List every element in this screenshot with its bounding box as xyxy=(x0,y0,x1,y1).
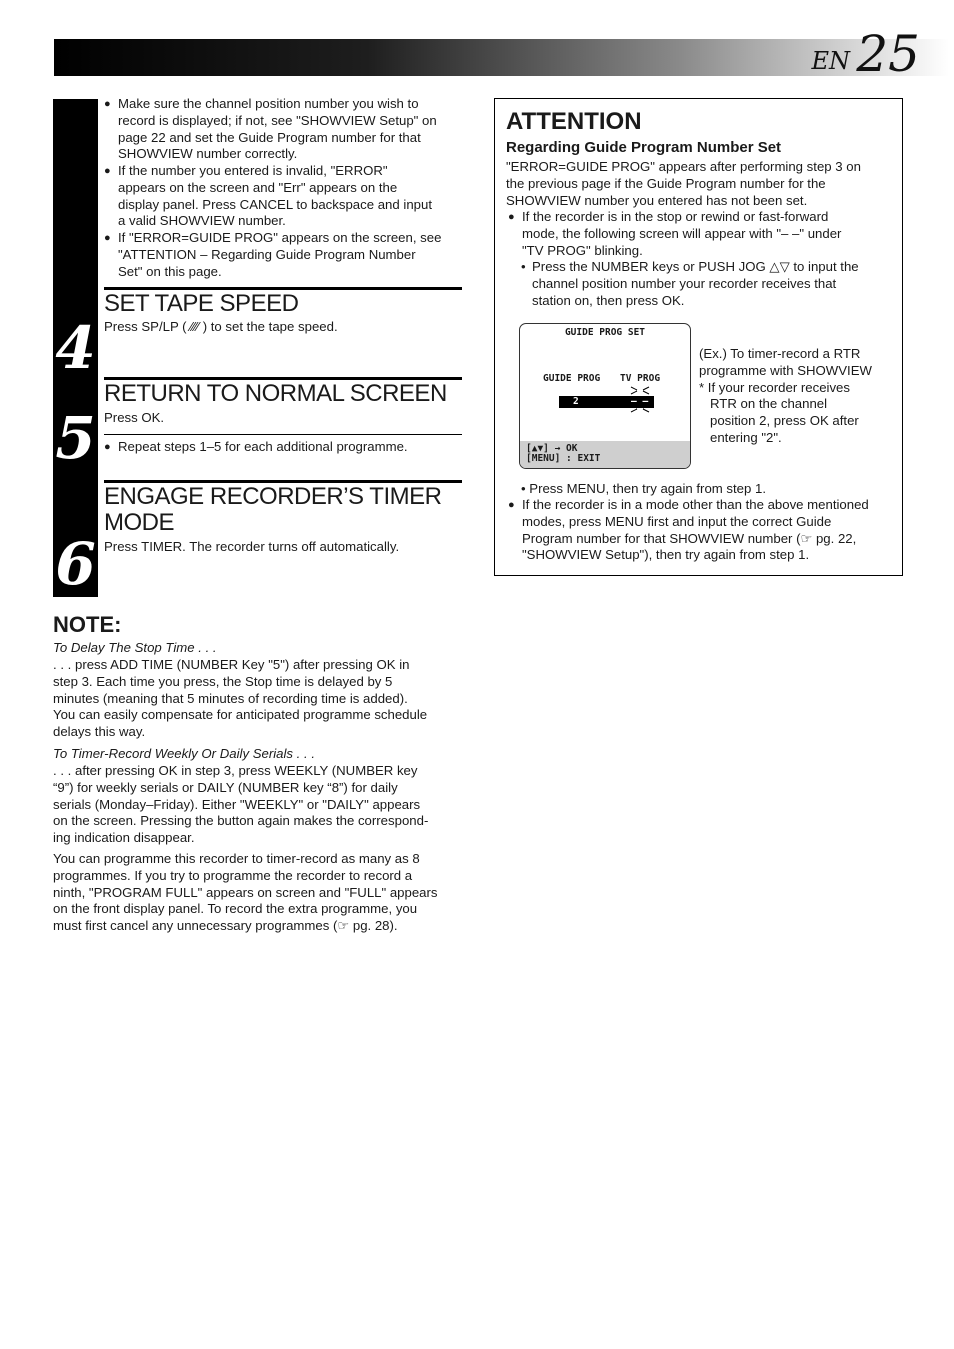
line: mode, the following screen will appear with "– –" under xyxy=(522,225,842,241)
bullet-dot: ● xyxy=(104,441,111,453)
attention-subbullet-2: • Press MENU, then try again from step 1. xyxy=(521,481,767,496)
line: Make sure the channel position number you wish to xyxy=(118,96,419,111)
tv-screen-illustration xyxy=(519,323,691,469)
line: "SHOWVIEW Setup"), then try again from step 1. xyxy=(522,547,810,563)
line: RTR on the channel xyxy=(710,396,828,412)
osd-footer xyxy=(520,441,690,468)
line: on the screen. Pressing the button again makes the correspond- xyxy=(53,813,429,829)
line: . . . after pressing OK in step 3, press WEEKLY (NUMBER key xyxy=(53,763,418,778)
bullet-dot: ● xyxy=(508,499,515,511)
line: If "ERROR=GUIDE PROG" appears on the screen, see xyxy=(118,230,442,245)
language-label: EN xyxy=(811,47,850,75)
attention-bullet-2 xyxy=(508,497,898,564)
note-paragraph-2 xyxy=(53,763,463,847)
line: station on, then press OK. xyxy=(532,292,685,308)
line: If the number you entered is invalid, "ERROR" xyxy=(118,163,388,178)
note-paragraph-1 xyxy=(53,657,463,741)
line: display panel. Press CANCEL to backspace and input xyxy=(118,196,432,212)
line: You can programme this recorder to timer-record as many as 8 xyxy=(53,851,420,866)
intro-bullet-2 xyxy=(104,163,464,230)
line: SHOWVIEW number correctly. xyxy=(118,146,298,162)
page-number: 25 xyxy=(856,25,920,83)
line: position 2, press OK after xyxy=(710,413,859,429)
line: You can easily compensate for anticipated programme schedule xyxy=(53,707,428,723)
attention-subtitle: Regarding Guide Program Number Set xyxy=(506,139,782,156)
line: (Ex.) To timer-record a RTR xyxy=(699,346,861,361)
line: If the recorder is in a mode other than the above mentioned xyxy=(522,497,869,512)
step-6-title-line-2: MODE xyxy=(104,509,174,536)
attention-paragraph xyxy=(506,159,896,209)
line: record is displayed; if not, see "SHOWVIEW Setup" on xyxy=(118,112,437,128)
line: entering "2". xyxy=(710,429,782,445)
line: Press the NUMBER keys or PUSH JOG △▽ to input the xyxy=(532,259,859,274)
line: minutes (meaning that 5 minutes of recording time is added). xyxy=(53,690,408,706)
step-5-text: Press OK. xyxy=(104,410,165,425)
osd-title: GUIDE PROG SET xyxy=(564,327,646,338)
line: appears on the screen and "Err" appears on the xyxy=(118,179,398,195)
step-4-number: 4 xyxy=(55,314,96,382)
line: programmes. If you try to programme the recorder to record a xyxy=(53,867,413,883)
attention-subbullet-1 xyxy=(521,259,896,309)
line: a valid SHOWVIEW number. xyxy=(118,213,286,229)
line: Repeat steps 1–5 for each additional programme. xyxy=(118,439,408,454)
osd-tv-prog-label: TV PROG xyxy=(620,373,661,384)
line: ing indication disappear. xyxy=(53,830,195,846)
bullet-dot: ● xyxy=(104,232,111,244)
step-6-text: Press TIMER. The recorder turns off automatically. xyxy=(104,539,400,554)
line: SHOWVIEW number you entered has not been set. xyxy=(506,192,808,208)
line: delays this way. xyxy=(53,724,146,740)
example-note xyxy=(699,346,899,447)
line: "ERROR=GUIDE PROG" appears after performing step 3 on xyxy=(506,159,861,174)
line: . . . press ADD TIME (NUMBER Key "5") after pressing OK in xyxy=(53,657,410,672)
step-4-text: Press SP/LP ( ⁄⁄⁄⁄ ) to set the tape speed. xyxy=(104,319,338,334)
bullet-dot: ● xyxy=(104,98,111,110)
osd-input-field xyxy=(559,396,654,408)
note-title: NOTE: xyxy=(53,612,122,637)
line: page 22 and set the Guide Program number for that xyxy=(118,129,421,145)
step-6-number: 6 xyxy=(55,530,96,598)
line: must first cancel any unnecessary programmes (☞ pg. 28). xyxy=(53,918,398,934)
line: on the front display panel. To record the extra programme, you xyxy=(53,901,418,917)
line: * If your recorder receives xyxy=(699,379,850,395)
line: If the recorder is in the stop or rewind or fast-forward xyxy=(522,209,829,224)
intro-bullet-3 xyxy=(104,230,464,280)
attention-bullet-1 xyxy=(508,209,898,259)
osd-guide-prog-label: GUIDE PROG xyxy=(543,373,601,384)
note-heading-2: To Timer-Record Weekly Or Daily Serials . . . xyxy=(53,746,315,761)
line: the previous page if the Guide Program number for the xyxy=(506,175,826,191)
step-5-bullet xyxy=(104,439,464,456)
line: “9”) for weekly serials or DAILY (NUMBER key “8”) for daily xyxy=(53,779,398,795)
line: Set" on this page. xyxy=(118,263,222,279)
step-4-title: SET TAPE SPEED xyxy=(104,290,299,317)
attention-title: ATTENTION xyxy=(506,108,642,135)
line: step 3. Each time you press, the Stop time is delayed by 5 xyxy=(53,673,393,689)
osd-tv-prog-value: – – xyxy=(631,396,649,407)
osd-footer-line-1: [▲▼] → OK xyxy=(526,443,578,454)
osd-guide-prog-value: 2 xyxy=(573,396,579,407)
line: Program number for that SHOWVIEW number (☞ pg. 22, xyxy=(522,530,857,546)
divider xyxy=(104,434,462,435)
line: programme with SHOWVIEW xyxy=(699,362,872,378)
bullet-dot: ● xyxy=(104,165,111,177)
line: serials (Monday–Friday). Either "WEEKLY" or "DAILY" appears xyxy=(53,796,421,812)
line: modes, press MENU first and input the correct Guide xyxy=(522,513,832,529)
line: ninth, "PROGRAM FULL" appears on screen and "FULL" appears xyxy=(53,884,438,900)
step-5-title: RETURN TO NORMAL SCREEN xyxy=(104,380,447,407)
intro-bullet-1 xyxy=(104,96,464,163)
bullet-dot: ● xyxy=(508,211,515,223)
note-paragraph-3 xyxy=(53,851,463,935)
line: "ATTENTION – Regarding Guide Program Number xyxy=(118,246,416,262)
line: "TV PROG" blinking. xyxy=(522,242,643,258)
step-6-title-line-1: ENGAGE RECORDER’S TIMER xyxy=(104,483,442,510)
bullet-dot: • xyxy=(521,259,526,274)
note-heading-1: To Delay The Stop Time . . . xyxy=(53,640,217,655)
step-5-number: 5 xyxy=(55,404,96,472)
osd-footer-line-2: [MENU] : EXIT xyxy=(526,453,601,464)
line: channel position number your recorder receives that xyxy=(532,275,837,291)
